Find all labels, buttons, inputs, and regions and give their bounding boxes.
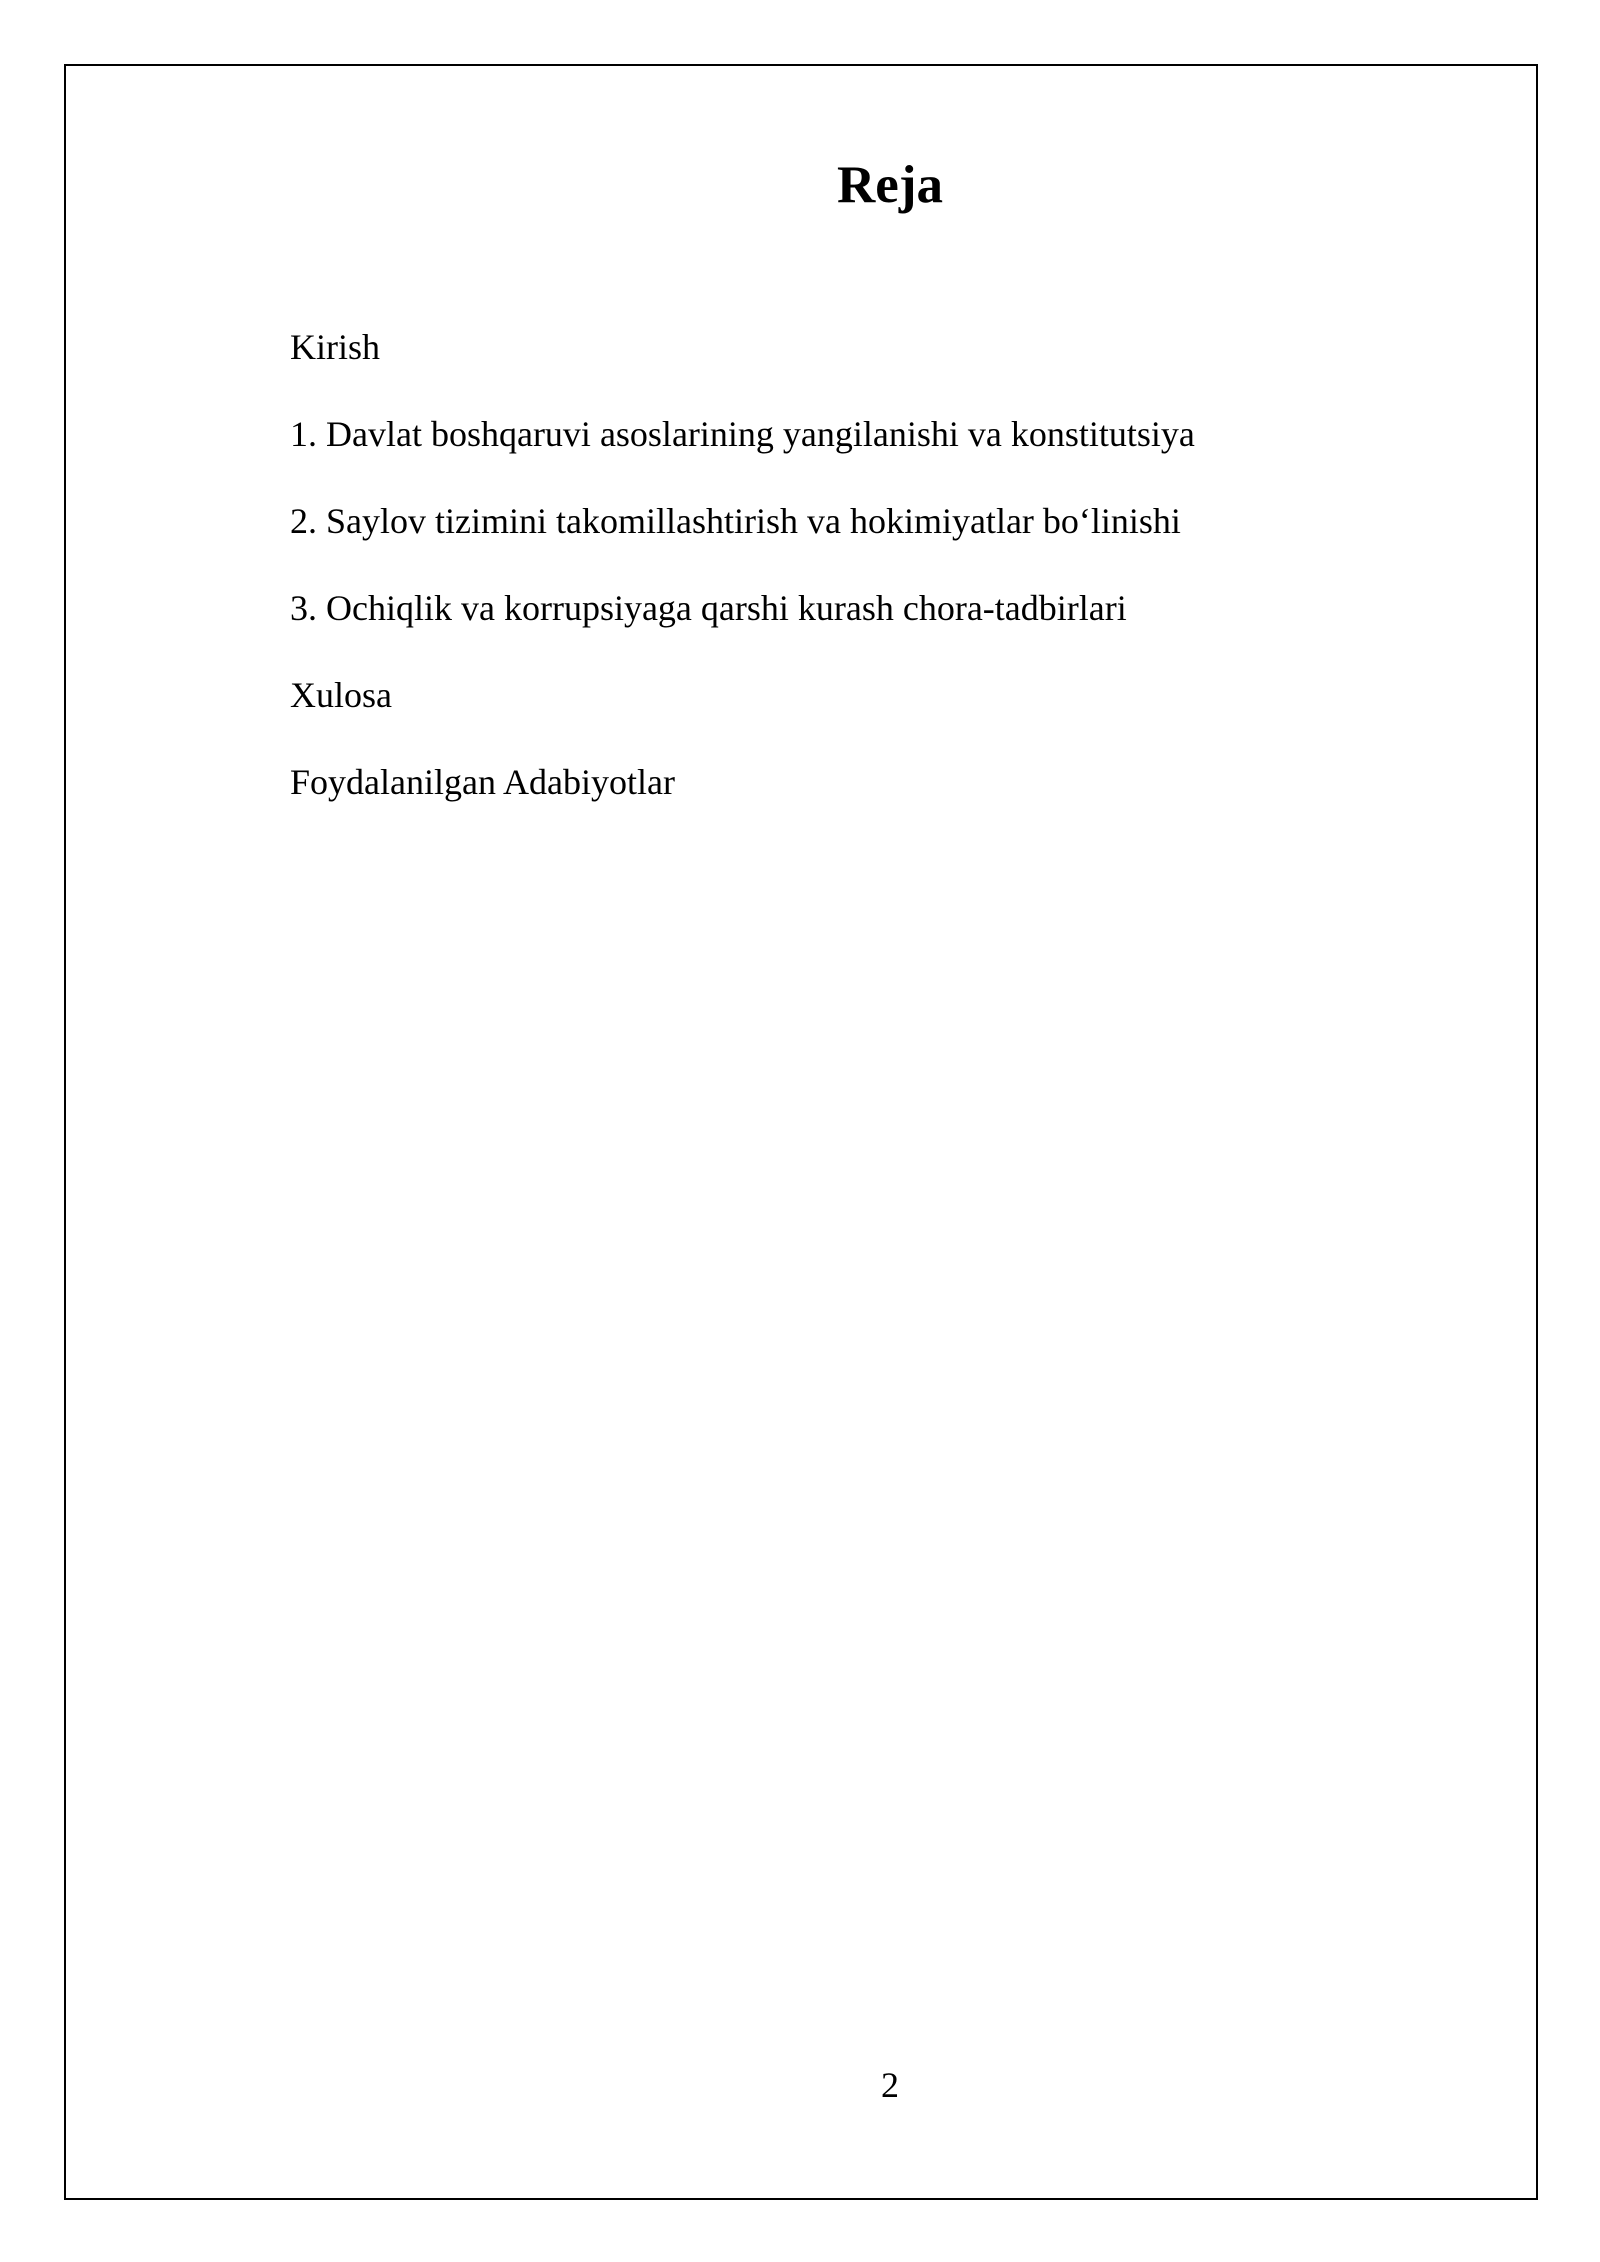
toc-item-section-1: 1. Davlat boshqaruvi asoslarining yangilanishi va konstitutsiya bbox=[290, 414, 1195, 454]
toc-item-section-2: 2. Saylov tizimini takomillashtirish va hokimiyatlar boʻlinishi bbox=[290, 501, 1181, 541]
page-title: Reja bbox=[837, 156, 943, 214]
table-of-contents bbox=[290, 320, 1195, 842]
toc-item-references: Foydalanilgan Adabiyotlar bbox=[290, 762, 675, 802]
toc-item-introduction: Kirish bbox=[290, 327, 380, 367]
toc-item-conclusion: Xulosa bbox=[290, 675, 392, 715]
toc-item-section-3: 3. Ochiqlik va korrupsiyaga qarshi kurash chora-tadbirlari bbox=[290, 588, 1127, 628]
page-number: 2 bbox=[881, 2065, 899, 2105]
